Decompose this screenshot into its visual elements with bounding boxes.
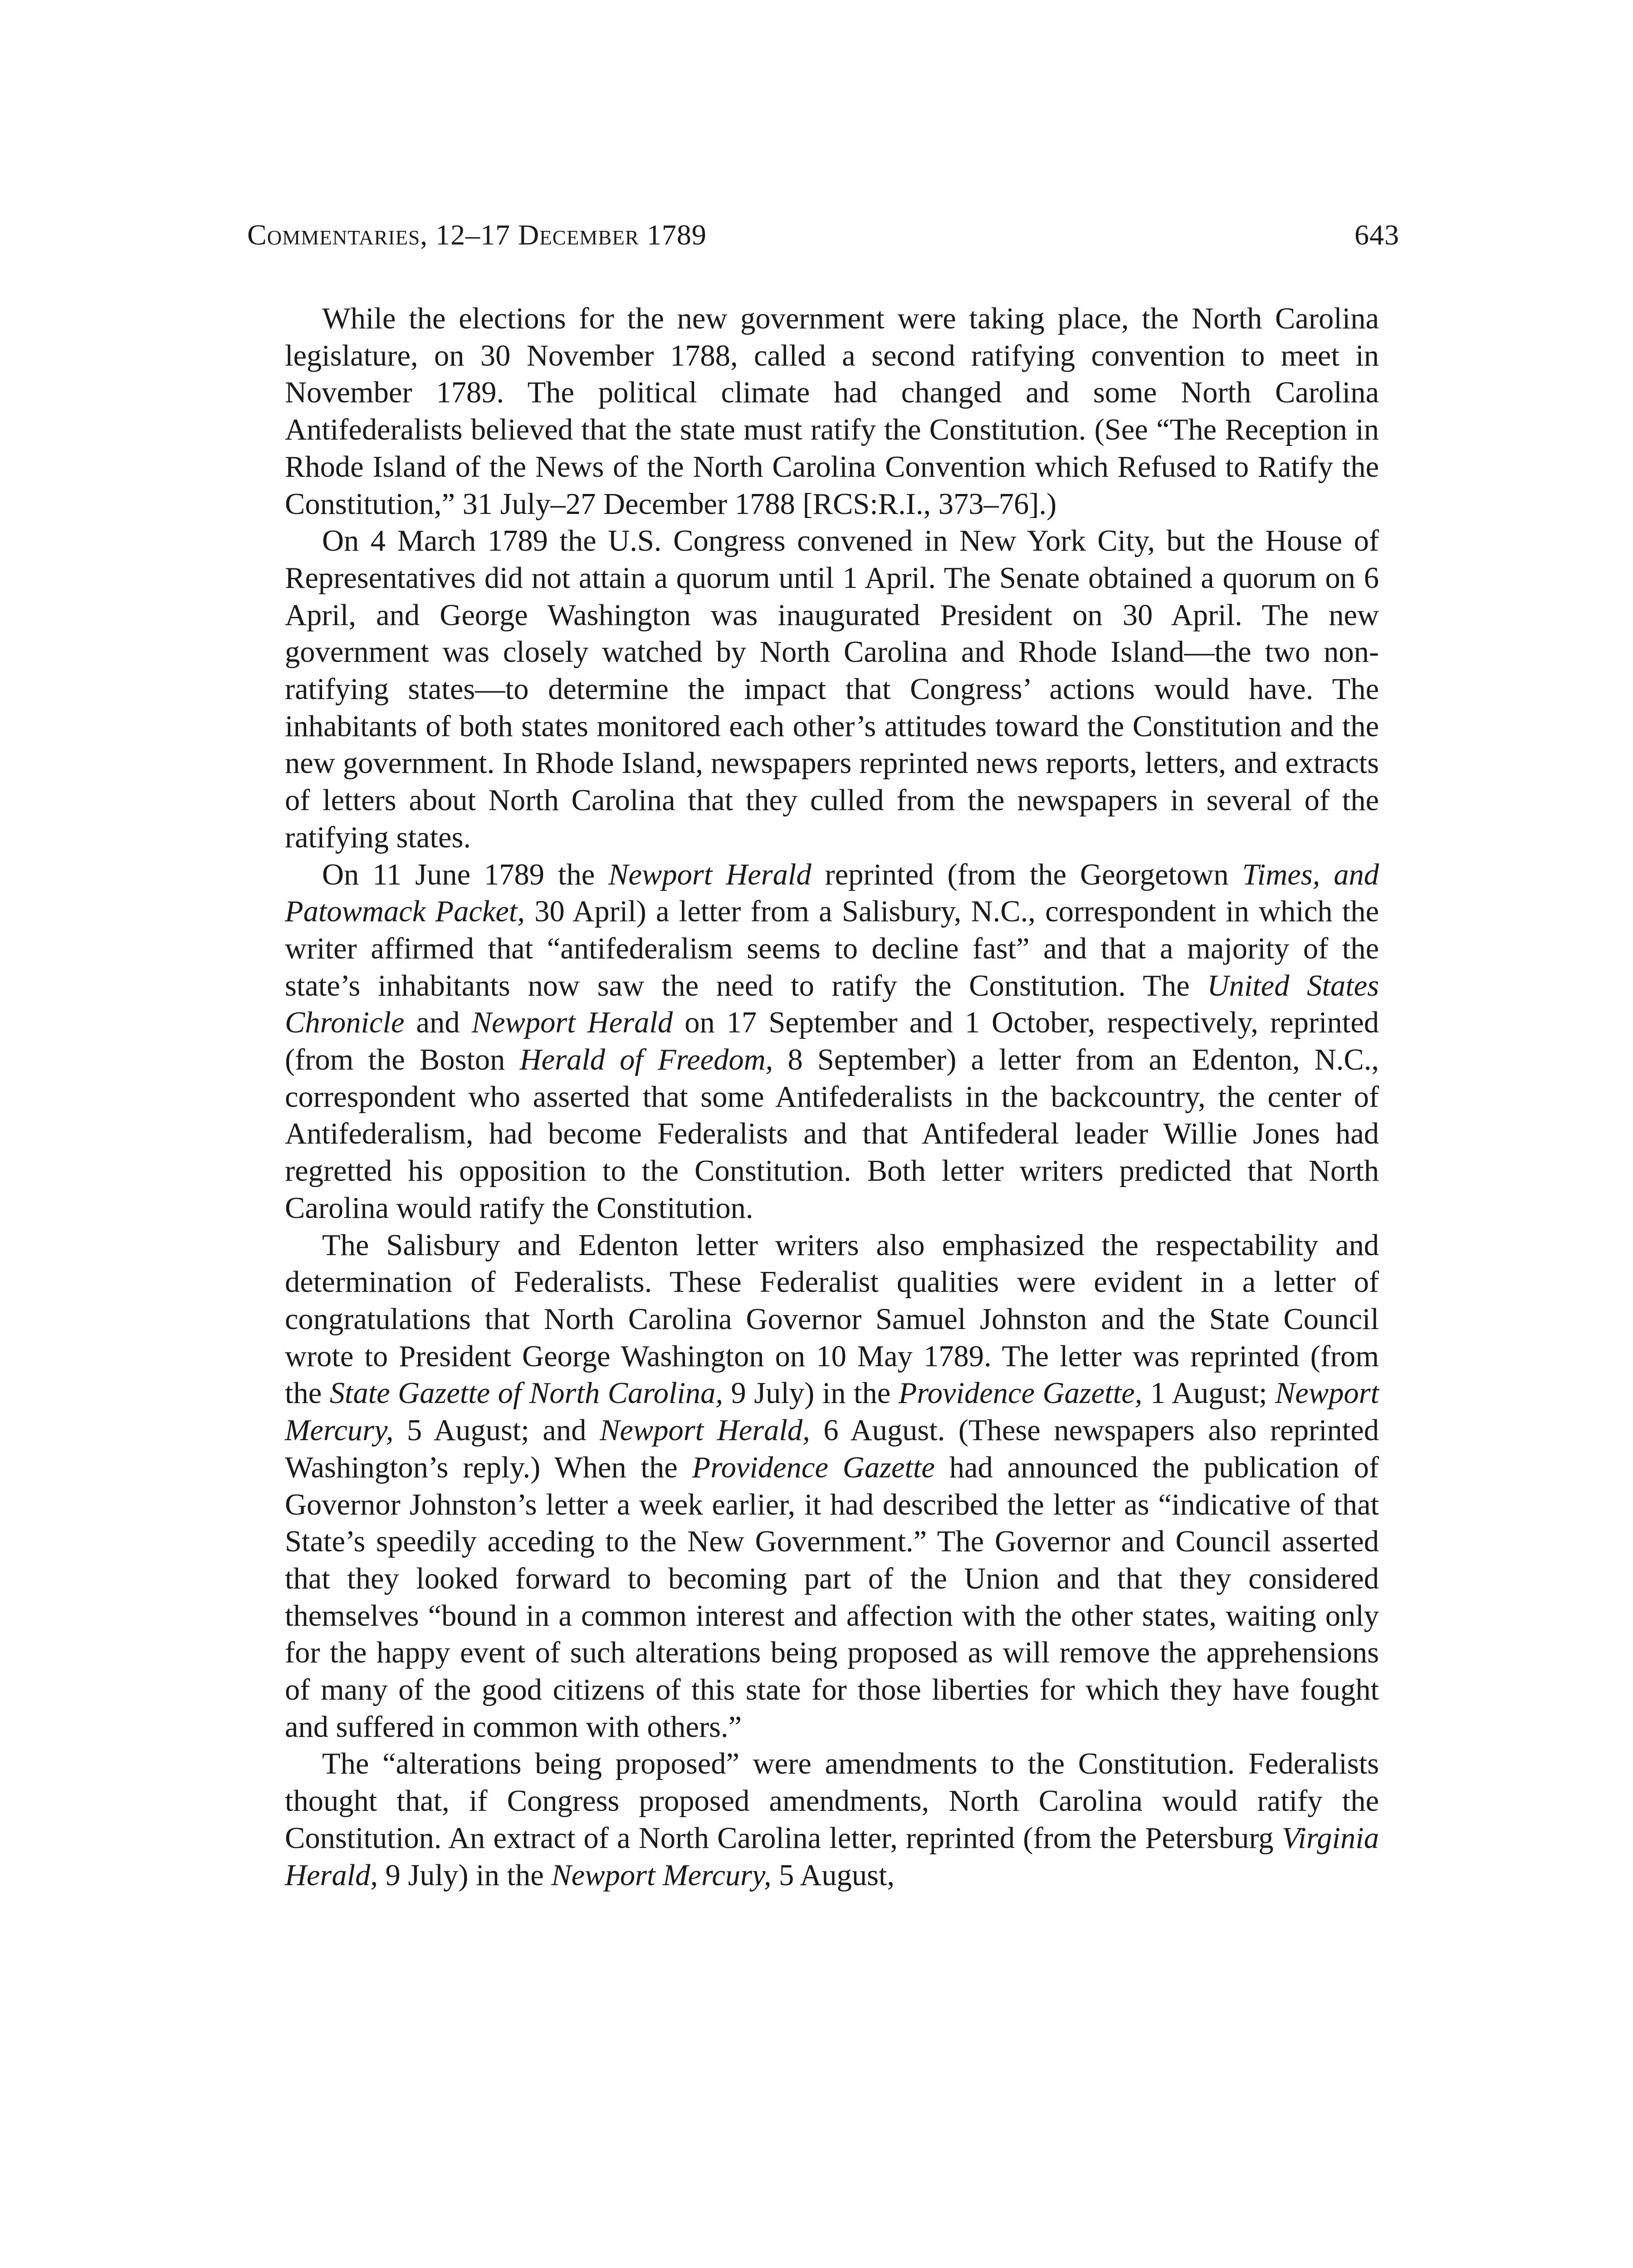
italic-title: Providence Gazette, (898, 1377, 1143, 1410)
italic-title: Times, and Patowmack Packet, (285, 858, 1379, 929)
paragraph (285, 856, 1379, 1227)
text-run: 8 September) a letter from an Edenton, N.C., correspondent who asserted that some Antifederalists in the backcountry, the center of Antifederalism, had become Federalists and that Antifederal leader Willie Jones had regretted his opposition to the Constitution. Both letter writers predicted that North Carolina would ratify the Constitution. (285, 1043, 1379, 1225)
text-run: 5 August; and (393, 1414, 600, 1447)
italic-title: Newport Herald (608, 858, 812, 891)
text-run: While the elections for the new government were taking place, the North Carolina legislature, on 30 November 1788, called a second ratifying convention to meet in November 1789. The political climate had changed and some North Carolina Antifederalists believed that the state must ratify the Constitution. (See “The Reception in Rhode Island of the News of the North Carolina Convention which Refused to Ratify the Constitution,” 31 July–27 December 1788 [RCS:R.I., 373–76].) (285, 302, 1379, 521)
body-text (285, 300, 1379, 1894)
text-run: 6 August. (These newspapers also reprinted Washington’s reply.) When the (285, 1414, 1379, 1484)
text-run: The “alterations being proposed” were amendments to the Constitution. Federalists thought that, if Congress proposed amendments, North Carolina would ratify the Constitution. An extract of a North Carolina letter, reprinted (from the Petersburg (285, 1747, 1379, 1855)
italic-title: Newport Mercury, (551, 1858, 772, 1892)
paragraph (285, 1227, 1379, 1746)
text-run: 9 July) in the (378, 1858, 552, 1892)
text-run: had announced the publication of Governor Johnston’s letter a week earlier, it had described the letter as “indicative of that State’s speedily acceding to the New Government.” The Governor and Council asserted that they looked forward to becoming part of the Union and that they considered themselves “bound in a common interest and affection with the other states, waiting only for the happy event of such alterations being proposed as will remove the apprehensions of many of the good citizens of this state for those liberties for which they have fought and suffered in common with others.” (285, 1451, 1379, 1744)
text-run: 1 August; (1142, 1377, 1275, 1410)
text-run: on 17 September and 1 October, respectively, reprinted (from the Boston (285, 1006, 1379, 1077)
italic-title: United States Chronicle (285, 969, 1379, 1040)
text-run: On 4 March 1789 the U.S. Congress convened in New York City, but the House of Representatives did not attain a quorum until 1 April. The Senate obtained a quorum on 6 April, and George Washington was inaugurated President on 30 April. The new government was closely watched by North Carolina and Rhode Island—the two non-ratifying states—to determine the impact that Congress’ actions would have. The inhabitants of both states monitored each other’s attitudes toward the Constitution and the new government. In Rhode Island, newspapers reprinted news reports, letters, and extracts of letters about North Carolina that they culled from the newspapers in several of the ratifying states. (285, 524, 1379, 854)
text-run: On 11 June 1789 the (322, 858, 609, 891)
text-run: and (404, 1006, 472, 1040)
text-run: The Salisbury and Edenton letter writers also emphasized the respectability and determination of Federalists. These Federalist qualities were evident in a letter of congratulations that North Carolina Governor Samuel Johnston and the State Council wrote to President George Washington on 10 May 1789. The letter was reprinted (from the (285, 1228, 1379, 1410)
text-run: 9 July) in the (723, 1377, 899, 1410)
paragraph (285, 1745, 1379, 1894)
italic-title: Virginia Herald, (285, 1821, 1379, 1892)
text-run: reprinted (from the Georgetown (811, 858, 1242, 891)
paragraph (285, 300, 1379, 523)
italic-title: Herald of Freedom, (519, 1043, 773, 1077)
italic-title: State Gazette of North Carolina, (329, 1377, 724, 1410)
italic-title: Newport Mercury, (285, 1377, 1379, 1447)
italic-title: Newport Herald (471, 1006, 673, 1040)
text-run: 5 August, (771, 1858, 895, 1892)
page-number: 643 (1354, 219, 1399, 251)
running-head (247, 212, 1399, 258)
text-run: 30 April) a letter from a Salisbury, N.C., correspondent in which the writer affirmed that “antifederalism seems to decline fast” and that a majority of the state’s inhabitants now saw the need to ratify the Constitution. The (285, 895, 1379, 1002)
italic-title: Providence Gazette (692, 1451, 935, 1484)
paragraph (285, 523, 1379, 856)
running-head-title: Commentaries, 12–17 December 1789 (247, 219, 707, 251)
italic-title: Newport Herald, (600, 1414, 810, 1447)
